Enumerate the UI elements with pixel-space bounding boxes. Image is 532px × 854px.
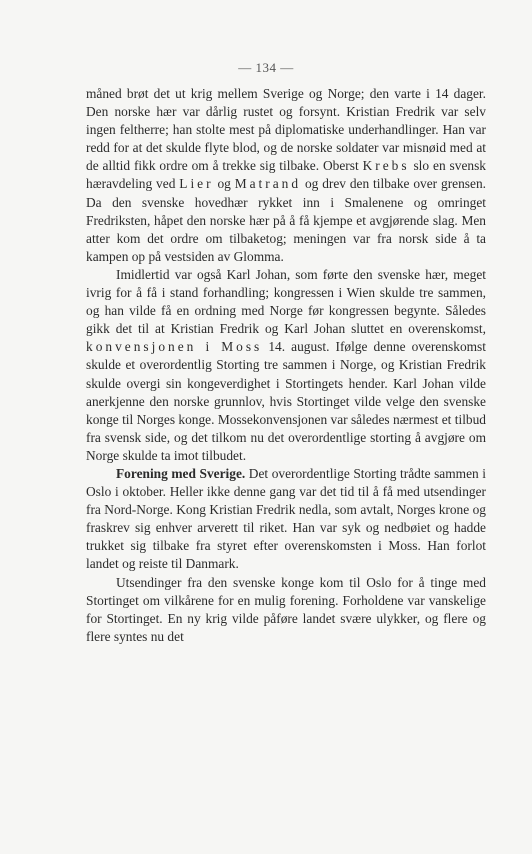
- text-run: 14. august. Ifølge denne overenskomst skulde et overordentlig Storting tre sammen i Norge, og Kristian Fredrik skulde overgi sin kongeverdighet i Stortingets hender. Karl Johan vilde anerkjenne den norske grunnlov, hvis Stortinget vilde velge den svenske konge til Norges konge. Mossekonvensjonen var således nærmest et tilbud fra svensk side, og det tilkom nu det overordentlige storting å avgjøre om Norge skulde ta imot tilbudet.: [86, 339, 486, 463]
- paragraph: [86, 266, 486, 465]
- paragraph: [86, 465, 486, 574]
- page-number: — 134 —: [238, 60, 294, 75]
- body-text: [86, 85, 486, 646]
- text-run: og: [213, 176, 235, 192]
- paragraph: [86, 574, 486, 646]
- text-run: slo en svensk hæravdeling ved: [86, 158, 486, 192]
- text-run: Det overordentlige Storting trådte sammen i Oslo i oktober. Heller ikke denne gang var det tid til å få med utsendinger fra Nord-Norge. Kong Kristian Fredrik nedla, som avtalt, Norges krone og fraskrev sig enhver arverett til riket. Han var syk og nedbøiet og hadde trukket sig tilbake fra styret efter overenskomsten i Moss. Han forlot landet og reiste til Danmark.: [86, 465, 486, 572]
- text-run: Utsendinger fra den svenske konge kom til Oslo for å tinge med Stortinget om vilkårene for en mulig forening. Forholdene var vanskelige for Stortinget. En ny krig vilde påføre landet svære ulykker, og flere og flere syntes nu det: [86, 574, 486, 644]
- text-run: Imidlertid var også Karl Johan, som førte den svenske hær, meget ivrig for å få i stand forhandling; kongressen i Wien skulde tre sammen, og han vilde få en ordning med Norge før kongressen begynte. Således gikk det til at Kristian Fredrik og Karl Johan sluttet en overenskomst,: [86, 266, 486, 337]
- emphasized-name: konvensjonen i Moss: [86, 339, 263, 355]
- emphasized-name: Lier: [179, 176, 214, 192]
- emphasized-name: Krebs: [362, 158, 410, 174]
- emphasized-name: Matrand: [234, 176, 302, 192]
- text-run: måned brøt det ut krig mellem Sverige og Norge; den varte i 14 dager. Den norske hær var dårlig rustet og forsynt. Kristian Fredrik var selv ingen feltherre; han stolte mest på diplomatiske underhandlinger. Han var redd for at det skulde flyte blod, og de norske soldater var misnøid med at de alltid fikk ordre om å trekke sig tilbake. Oberst: [86, 86, 486, 174]
- text-run: og drev den tilbake over grensen. Da den svenske hovedhær rykket inn i Smalenene og omringet Fredriksten, håpet den norske hær på å få kjempe et avgjørende slag. Men atter kom det ordre om tilbaketog; meningen var fra norsk side å ta kampen op på vestsiden av Glomma.: [86, 176, 486, 264]
- paragraph: [86, 85, 486, 266]
- section-heading: Forening med Sverige.: [116, 465, 246, 481]
